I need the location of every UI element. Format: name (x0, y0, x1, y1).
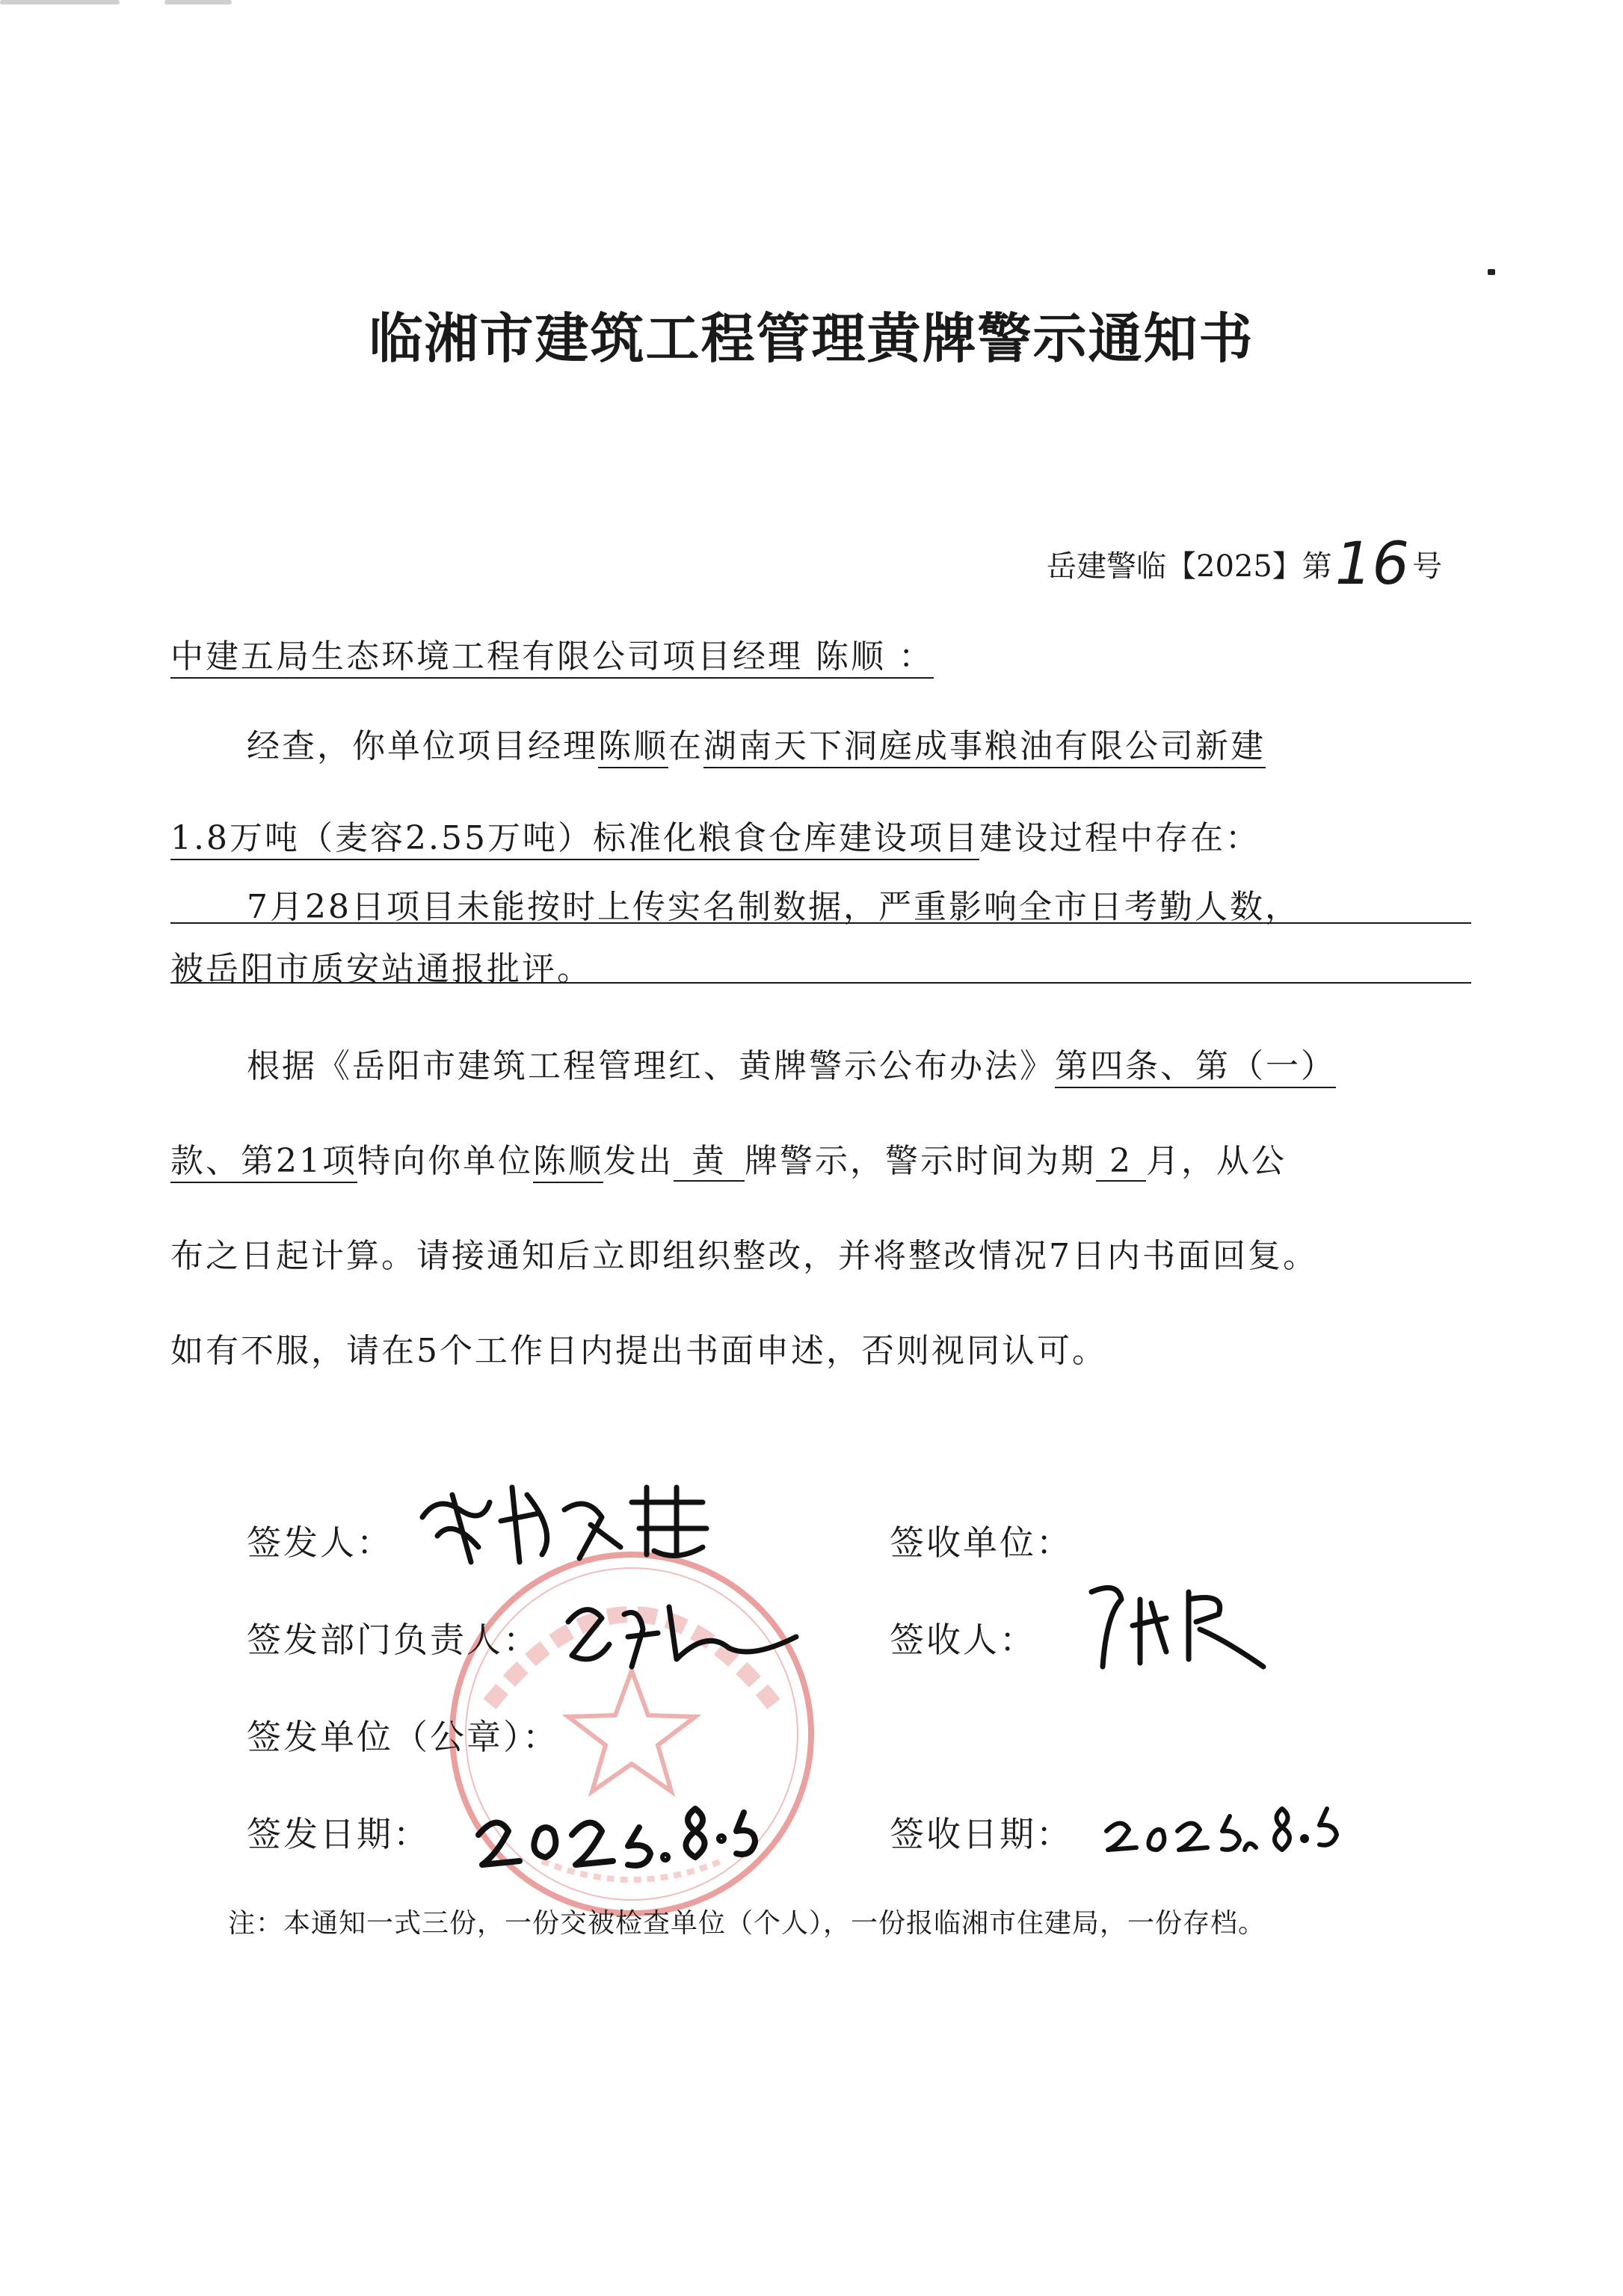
receiving-unit-label: 签收单位： (890, 1522, 1073, 1563)
basis-clause-cont: 款、第21项 (170, 1142, 357, 1183)
issuing-unit-label: 签发单位（公章）： (247, 1717, 559, 1757)
project-name: 湖南天下洞庭成事粮油有限公司新建 (703, 727, 1266, 768)
recipient: 中建五局生态环境工程有限公司项目经理 陈顺 ： (170, 638, 934, 679)
recipient-line (170, 629, 934, 677)
receiver-signature (1077, 1570, 1286, 1674)
document-number (1047, 523, 1443, 598)
warned-person: 陈顺 (533, 1142, 603, 1183)
basis-text: 牌警示，警示时间为期 (745, 1142, 1096, 1180)
basis-text: 特向你单位 (357, 1142, 533, 1180)
basis-line-4 (170, 1324, 1107, 1371)
issue-line-1 (247, 880, 1300, 928)
finding-text: 在 (668, 727, 703, 765)
receive-date-label: 签收日期： (890, 1814, 1073, 1854)
issue-date-handwritten (467, 1779, 766, 1876)
issuer-label: 签发人： (247, 1522, 393, 1563)
basis-line-2 (170, 1134, 1287, 1182)
issue-underline (170, 982, 1471, 984)
warning-color: 黄 (674, 1142, 745, 1182)
finding-line-1 (247, 719, 1266, 767)
doc-number-suffix: 号 (1412, 549, 1443, 584)
dept-head-label: 签发部门负责人： (247, 1620, 540, 1660)
finding-text: 建设过程中存在： (979, 819, 1260, 857)
basis-text: 发出 (603, 1142, 674, 1180)
basis-text: 月，从公 (1146, 1142, 1287, 1180)
receiver-label: 签收人： (890, 1620, 1036, 1660)
scan-speck (1488, 269, 1495, 275)
basis-clause: 第四条、第（一） (1055, 1047, 1336, 1088)
document-title: 临湘市建筑工程管理黄牌警示通知书 (369, 307, 1254, 370)
issue-text: 7月28日项目未能按时上传实名制数据，严重影响全市日考勤人数， (247, 888, 1300, 926)
basis-text: 如有不服，请在5个工作日内提出书面申述，否则视同认可。 (170, 1332, 1107, 1370)
basis-line-3 (170, 1229, 1318, 1277)
receive-date-handwritten (1099, 1779, 1368, 1861)
dept-head-signature (557, 1584, 811, 1674)
basis-text: 根据《岳阳市建筑工程管理红、黄牌警示公布办法》 (247, 1047, 1055, 1085)
manager-name: 陈顺 (598, 727, 668, 768)
scan-edge-mark (164, 0, 232, 4)
finding-line-2 (170, 811, 1260, 859)
basis-text: 布之日起计算。请接通知后立即组织整改，并将整改情况7日内书面回复。 (170, 1237, 1318, 1275)
issuer-signature (407, 1465, 721, 1570)
footnote: 注：本通知一式三份，一份交被检查单位（个人），一份报临湘市住建局，一份存档。 (228, 1908, 1266, 1939)
doc-number-prefix: 岳建警临【2025】第 (1047, 549, 1332, 584)
finding-text: 经查，你单位项目经理 (247, 727, 598, 765)
issue-underline (170, 922, 1471, 924)
warning-months: 2 (1096, 1142, 1146, 1182)
issue-date-label: 签发日期： (247, 1814, 430, 1854)
project-name-cont: 1.8万吨（麦容2.55万吨）标准化粮食仓库建设项目 (170, 819, 979, 860)
issue-text: 被岳阳市质安站通报批评。 (170, 950, 592, 988)
scan-edge-mark (0, 0, 120, 4)
basis-line-1 (247, 1039, 1336, 1087)
doc-number-value: 16 (1334, 531, 1410, 598)
